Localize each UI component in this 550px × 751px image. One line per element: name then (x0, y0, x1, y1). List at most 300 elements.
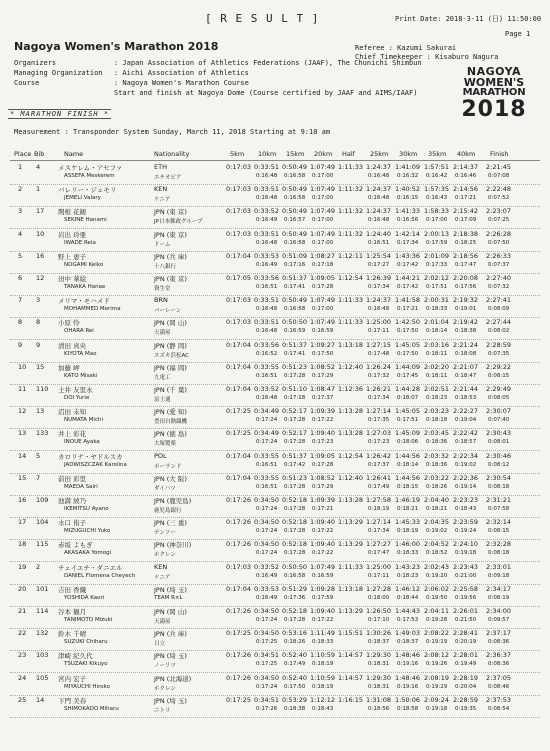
split-time: 0:34:50 (254, 496, 280, 504)
table-row (0, 496, 550, 518)
event-info (14, 58, 422, 98)
lap-time: 0:18:19 (368, 506, 390, 512)
lap-time: 0:16:48 (256, 195, 278, 202)
lap-time: 0:16:56 (397, 217, 419, 224)
lap-time: 0:18:37 (397, 639, 419, 646)
athlete-name: 土井 友里永 (58, 386, 93, 394)
lap-time: 0:17:51 (426, 284, 448, 290)
lap-time: 0:17:28 (284, 439, 306, 446)
lap-time: 0:17:34 (397, 239, 419, 246)
split-time: 2:26:01 (453, 607, 479, 615)
logo-line: NAGOYA (466, 65, 522, 78)
split-time: 1:44:56 (395, 473, 421, 482)
place-cell: 25 (18, 695, 27, 704)
table-row (0, 341, 550, 363)
lap-time: 0:18:06 (397, 439, 419, 446)
lap-time: 0:17:24 (256, 439, 278, 446)
lap-time: 0:16:48 (368, 217, 390, 224)
split-time: 0:52:18 (282, 496, 308, 504)
table-row (0, 318, 550, 340)
lap-time: 0:19:28 (426, 617, 448, 623)
place-cell: 18 (18, 540, 27, 549)
lap-time: 0:16:58 (284, 239, 306, 246)
split-time: 2:23:59 (453, 518, 479, 527)
lap-time: 0:18:56 (368, 705, 390, 712)
lap-time: 0:19:50 (426, 594, 448, 601)
split-time: 2:28:01 (453, 651, 479, 660)
lap-time: 0:17:48 (368, 350, 390, 357)
lap-time: 0:17:41 (284, 350, 306, 357)
lap-time: 0:19:56 (455, 594, 477, 601)
split-time: 0:34:51 (254, 651, 280, 660)
info-row (14, 58, 422, 68)
split-time: 2:22:34 (453, 451, 479, 460)
split-time: 2:21:24 (453, 340, 479, 349)
split-time: 0:17:04 (226, 473, 252, 482)
split-time: 1:12:36 (338, 385, 364, 393)
lap-time: 0:17:00 (312, 173, 334, 179)
team-cell: ノーリツ (154, 663, 176, 670)
table-row (0, 230, 550, 252)
lap-time: 0:17:28 (312, 284, 334, 290)
split-time: 0:50:50 (282, 318, 308, 327)
split-time: 1:44:21 (395, 274, 421, 282)
split-time: 0:33:51 (254, 163, 280, 171)
lap-time: 0:16:15 (397, 195, 419, 202)
lap-time: 0:18:31 (368, 661, 390, 668)
split-time: 0:33:55 (254, 451, 280, 460)
column-header: 15km (286, 150, 305, 158)
bib-cell: 17 (36, 207, 45, 216)
split-time: 1:45:09 (395, 429, 421, 438)
split-time: 2:29:22 (486, 362, 512, 371)
split-time: 2:19:32 (453, 296, 479, 305)
split-time: 2:03:16 (424, 340, 450, 349)
split-time: 2:37:05 (486, 673, 512, 682)
split-time: 1:27:27 (366, 540, 392, 549)
split-time: 0:17:25 (226, 629, 252, 638)
split-time: 1:40:52 (395, 185, 421, 194)
place-cell: 23 (18, 651, 27, 660)
nationality-cell: JPN (埼 玉) (154, 585, 187, 594)
lap-time: 0:19:14 (455, 483, 477, 490)
split-time: 1:09:28 (310, 584, 336, 593)
lap-time: 0:17:22 (312, 417, 334, 424)
split-time: 2:18:56 (453, 251, 479, 260)
split-time: 0:33:53 (254, 251, 280, 260)
athlete-name-en: MOHAMMED Merima (64, 306, 121, 313)
split-time: 0:17:04 (226, 251, 252, 260)
split-time: 1:44:43 (395, 607, 421, 615)
lap-time: 0:07:52 (488, 195, 510, 202)
table-row (0, 363, 550, 385)
bib-cell: 109 (36, 496, 49, 504)
athlete-name-en: AKASAKA Yomogi (64, 550, 112, 557)
split-time: 2:28:41 (453, 629, 479, 638)
bib-cell: 4 (36, 163, 41, 171)
lap-time: 0:17:11 (368, 572, 390, 579)
lap-time: 0:17:47 (455, 261, 477, 268)
split-time: 1:07:49 (310, 296, 336, 305)
athlete-name-en: IKEMITSU Ayano (64, 506, 109, 512)
team-cell: 九電工 (154, 374, 171, 381)
lap-time: 0:08:54 (488, 705, 510, 712)
athlete-name-en: KIYOTA Mao (64, 350, 97, 357)
table-row (0, 651, 550, 673)
split-time: 1:27:14 (366, 518, 392, 527)
lap-time: 0:16:59 (312, 572, 334, 579)
split-time: 1:25:00 (366, 562, 392, 571)
athlete-name-en: ASSEFA Meskerem (64, 173, 115, 179)
team-cell: TEAM R×L (154, 594, 183, 601)
nationality-cell: JPN (鹿児島) (154, 497, 192, 505)
lap-time: 0:08:18 (488, 483, 510, 490)
lap-time: 0:16:51 (256, 284, 278, 290)
split-time: 2:33:01 (486, 562, 512, 571)
bib-cell: 2 (36, 562, 41, 571)
split-time: 1:16:15 (338, 695, 364, 704)
athlete-name-en: MAEDA Sairi (64, 483, 98, 490)
nationality-cell: JPN (三 重) (154, 519, 187, 528)
place-cell: 16 (18, 496, 27, 504)
lap-time: 0:17:24 (256, 528, 278, 535)
lap-time: 0:18:14 (426, 328, 448, 335)
place-cell: 12 (18, 407, 27, 416)
athlete-name-en: SUZUKI Chiharu (64, 639, 108, 646)
split-time: 2:03:22 (424, 473, 450, 482)
split-time: 1:48:46 (395, 651, 421, 660)
split-time: 1:14:57 (338, 673, 364, 682)
nationality-cell: POL (154, 451, 167, 460)
split-time: 1:12:40 (338, 473, 364, 482)
athlete-name: 水口 侑子 (58, 519, 87, 528)
lap-time: 0:17:29 (312, 483, 334, 490)
split-time: 1:11:33 (338, 318, 364, 327)
nationality-cell: JPN (兵 庫) (154, 630, 187, 639)
nationality-cell: JPN (兵 庫) (154, 252, 187, 261)
lap-time: 0:17:56 (455, 284, 477, 290)
lap-time: 0:18:21 (397, 506, 419, 512)
split-time: 2:34:00 (486, 607, 512, 615)
bib-cell: 12 (36, 274, 45, 282)
split-time: 2:27:44 (486, 318, 512, 327)
column-header: Finish (490, 150, 509, 158)
info-row (14, 68, 422, 78)
table-row (0, 474, 550, 496)
place-cell: 3 (18, 207, 23, 216)
bib-cell: 101 (36, 584, 49, 593)
split-time: 1:09:40 (310, 518, 336, 527)
place-cell: 17 (18, 518, 27, 527)
athlete-name-en: TSUZAKI Kikuyo (64, 661, 108, 668)
bib-cell: 14 (36, 695, 45, 704)
split-time: 1:29:30 (366, 651, 392, 660)
split-time: 2:31:21 (486, 496, 512, 504)
lap-time: 0:18:36 (426, 439, 448, 446)
split-time: 0:51:23 (282, 362, 308, 371)
info-value: : Nagoya Women's Marathon Course (114, 79, 249, 87)
nationality-cell: JPN (大 阪) (154, 474, 187, 483)
lap-time: 0:17:24 (256, 683, 278, 690)
nationality-cell: JPN (埼 玉) (154, 652, 187, 661)
split-time: 1:42:14 (395, 229, 421, 238)
lap-time: 0:17:37 (312, 395, 334, 401)
chief-timekeeper: Chief Timekeeper : Kisaburo Nagura (355, 53, 499, 61)
lap-time: 0:19:18 (426, 705, 448, 712)
athlete-name-en: INOUE Ayaka (64, 439, 100, 446)
split-time: 2:28:59 (486, 340, 512, 349)
split-time: 0:53:16 (282, 629, 308, 638)
lap-time: 0:17:00 (312, 217, 334, 224)
team-cell: 豊田自動織機 (154, 419, 188, 426)
table-row (0, 696, 550, 718)
split-time: 2:02:12 (424, 274, 450, 282)
lap-time: 0:17:11 (368, 328, 390, 335)
split-time: 1:11:32 (338, 229, 364, 238)
team-cell: 鹿児島銀行 (154, 508, 182, 514)
lap-time: 0:09:18 (488, 572, 510, 579)
split-time: 1:26:24 (366, 362, 392, 371)
split-time: 0:17:03 (226, 296, 252, 305)
lap-time: 0:18:44 (397, 594, 419, 601)
lap-time: 0:18:19 (397, 528, 419, 535)
split-time: 0:17:03 (226, 562, 252, 571)
split-time: 1:58:33 (424, 207, 450, 216)
split-time: 0:52:40 (282, 651, 308, 660)
team-cell: JP日本郵政グループ (154, 219, 203, 226)
split-time: 1:44:09 (395, 362, 421, 371)
table-row (0, 274, 550, 296)
place-cell: 22 (18, 629, 27, 638)
lap-time: 0:17:28 (284, 506, 306, 512)
table-row (0, 607, 550, 629)
athlete-name: 池満 綾乃 (58, 497, 87, 505)
lap-time: 0:18:19 (312, 683, 334, 690)
lap-time: 0:19:02 (426, 528, 448, 535)
split-time: 0:17:03 (226, 163, 252, 171)
lap-time: 0:17:18 (284, 395, 306, 401)
split-time: 0:17:26 (226, 518, 252, 527)
lap-time: 0:17:28 (284, 372, 306, 379)
split-time: 1:45:33 (395, 518, 421, 527)
nationality-cell: JPN (北海道) (154, 674, 192, 683)
split-time: 1:12:40 (338, 362, 364, 371)
team-cell: バーレーン (154, 308, 182, 315)
split-time: 1:07:49 (310, 318, 336, 327)
split-time: 1:12:11 (338, 251, 364, 260)
team-cell: ニトリ (154, 707, 171, 714)
split-time: 1:48:46 (395, 673, 421, 682)
split-time: 0:17:26 (226, 496, 252, 504)
split-time: 2:21:07 (453, 362, 479, 371)
split-time: 2:37:17 (486, 629, 512, 638)
lap-time: 0:17:18 (312, 261, 334, 268)
lap-time: 0:16:59 (284, 328, 306, 335)
lap-time: 0:17:10 (368, 617, 390, 623)
split-time: 1:41:33 (395, 207, 421, 216)
split-time: 2:26:33 (486, 251, 512, 260)
lap-time: 0:16:51 (256, 483, 278, 490)
bib-cell: 3 (36, 296, 41, 305)
lap-time: 0:17:50 (312, 350, 334, 357)
split-time: 1:26:39 (366, 274, 392, 282)
column-header: 25km (370, 150, 389, 158)
split-time: 1:07:49 (310, 185, 336, 194)
nationality-cell: JPN (徳 島) (154, 430, 187, 439)
lap-time: 0:18:57 (455, 439, 477, 446)
lap-time: 0:08:19 (488, 594, 510, 601)
split-time: 0:33:55 (254, 362, 280, 371)
split-time: 1:09:40 (310, 429, 336, 438)
athlete-name: 岩出 玲亜 (58, 230, 87, 239)
lap-time: 0:07:37 (488, 261, 510, 268)
split-time: 0:17:25 (226, 695, 252, 704)
split-time: 0:17:26 (226, 651, 252, 660)
place-cell: 21 (18, 607, 27, 615)
bib-cell: 110 (36, 385, 49, 393)
lap-time: 0:16:48 (368, 195, 390, 202)
split-time: 2:23:07 (486, 207, 512, 216)
athlete-name-en: YOSHIDA Kaori (64, 594, 105, 601)
lap-time: 0:17:29 (312, 372, 334, 379)
table-row (0, 407, 550, 429)
lap-time: 0:18:58 (397, 705, 419, 712)
team-cell: 富士通 (154, 397, 171, 403)
split-time: 1:11:33 (338, 562, 364, 571)
split-time: 1:07:49 (310, 229, 336, 238)
split-time: 1:57:35 (424, 185, 450, 194)
team-cell: 日立 (154, 641, 166, 648)
column-header: Half (342, 150, 355, 158)
print-date: Print Date: 2018-3-11 (日) 11:50:00 (395, 15, 542, 23)
split-time: 2:04:40 (424, 496, 450, 504)
column-header: Place (14, 150, 32, 158)
table-row (0, 252, 550, 274)
lap-time: 0:19:26 (426, 661, 448, 668)
info-row (14, 78, 422, 88)
lap-time: 0:18:26 (284, 639, 306, 646)
split-time: 1:27:14 (366, 407, 392, 416)
table-row (0, 585, 550, 607)
lap-time: 0:17:25 (256, 661, 278, 668)
lap-time: 0:17:24 (256, 506, 278, 512)
split-time: 0:52:17 (282, 407, 308, 416)
split-time: 0:52:40 (282, 673, 308, 682)
split-time: 1:11:33 (338, 163, 364, 171)
nationality-cell: JPN (東 京) (154, 208, 187, 217)
place-cell: 6 (18, 274, 23, 282)
split-time: 0:52:18 (282, 518, 308, 527)
lap-time: 0:17:28 (284, 483, 306, 490)
athlete-name-en: TANAKA Hanae (64, 284, 106, 290)
table-row (0, 540, 550, 562)
split-time: 2:04:35 (424, 518, 450, 527)
column-header: Nationality (154, 150, 190, 158)
lap-time: 0:17:24 (256, 550, 278, 557)
place-cell: 19 (18, 562, 27, 571)
lap-time: 0:17:47 (368, 550, 390, 557)
split-time: 1:49:03 (395, 629, 421, 638)
lap-time: 0:17:42 (397, 284, 419, 290)
split-time: 1:24:37 (366, 163, 392, 171)
split-time: 2:20:08 (453, 274, 479, 282)
lap-time: 0:17:24 (256, 617, 278, 623)
lap-time: 0:17:35 (368, 417, 390, 424)
athlete-name-en: OHARA Rei (64, 328, 94, 335)
marathon-logo (446, 66, 542, 128)
athlete-name-en: MIYAUCHI Hiroko (64, 683, 110, 690)
bib-cell: 104 (36, 518, 49, 527)
bib-cell: 105 (36, 673, 49, 682)
lap-time: 0:19:18 (455, 550, 477, 557)
split-time: 0:52:18 (282, 540, 308, 549)
split-time: 2:03:32 (424, 451, 450, 460)
lap-time: 0:17:26 (256, 705, 278, 712)
lap-time: 0:18:23 (426, 395, 448, 401)
split-time: 2:29:49 (486, 385, 512, 393)
place-cell: 15 (18, 473, 27, 482)
split-time: 2:04:11 (424, 607, 450, 615)
lap-time: 0:21:00 (455, 572, 477, 579)
split-time: 2:15:42 (453, 207, 479, 216)
info-value: : Aichi Association of Athletics (114, 69, 249, 77)
athlete-name: 前田 彩里 (58, 474, 87, 483)
column-header: 5km (230, 150, 245, 158)
athlete-name: 関根 花観 (58, 208, 87, 217)
split-time: 1:07:49 (310, 163, 336, 171)
split-time: 1:13:28 (338, 407, 364, 416)
lap-time: 0:19:04 (455, 417, 477, 424)
lap-time: 0:08:02 (488, 328, 510, 335)
lap-time: 0:16:57 (284, 217, 306, 224)
lap-time: 0:17:21 (455, 195, 477, 202)
split-time: 1:08:27 (310, 251, 336, 260)
lap-time: 0:18:43 (312, 705, 334, 712)
place-cell: 9 (18, 340, 23, 349)
split-time: 2:09:24 (424, 695, 450, 704)
split-time: 1:13:18 (338, 340, 364, 349)
nationality-cell: JPN (愛 知) (154, 408, 187, 417)
athlete-name: 清田 真央 (58, 341, 87, 350)
nationality-cell: KEN (154, 185, 168, 194)
lap-time: 0:17:25 (256, 639, 278, 646)
info-key: Managing Organization (14, 69, 103, 77)
lap-time: 0:16:51 (256, 372, 278, 379)
split-time: 1:30:26 (366, 629, 392, 638)
split-time: 1:44:28 (395, 385, 421, 393)
lap-time: 0:18:43 (455, 506, 477, 512)
split-time: 1:15:51 (338, 629, 364, 638)
split-time: 0:17:04 (226, 584, 252, 593)
split-time: 1:10:59 (310, 651, 336, 660)
split-time: 2:22:42 (453, 429, 479, 438)
split-time: 1:45:05 (395, 407, 421, 416)
split-time: 0:17:04 (226, 385, 252, 393)
split-time: 0:17:03 (226, 318, 252, 327)
split-time: 2:14:56 (453, 185, 479, 194)
split-time: 2:36:37 (486, 651, 512, 660)
split-time: 1:11:33 (338, 296, 364, 305)
nationality-cell: JPN (福 岡) (154, 363, 187, 372)
split-time: 1:43:23 (395, 562, 421, 571)
split-time: 0:17:03 (226, 207, 252, 216)
lap-time: 0:17:09 (455, 217, 477, 224)
athlete-name-en: SEKINE Hanami (64, 217, 107, 224)
lap-time: 0:17:00 (312, 195, 334, 202)
split-time: 2:30:07 (486, 407, 512, 416)
team-cell: ホクレン (154, 685, 176, 692)
lap-time: 0:21:50 (455, 617, 477, 623)
